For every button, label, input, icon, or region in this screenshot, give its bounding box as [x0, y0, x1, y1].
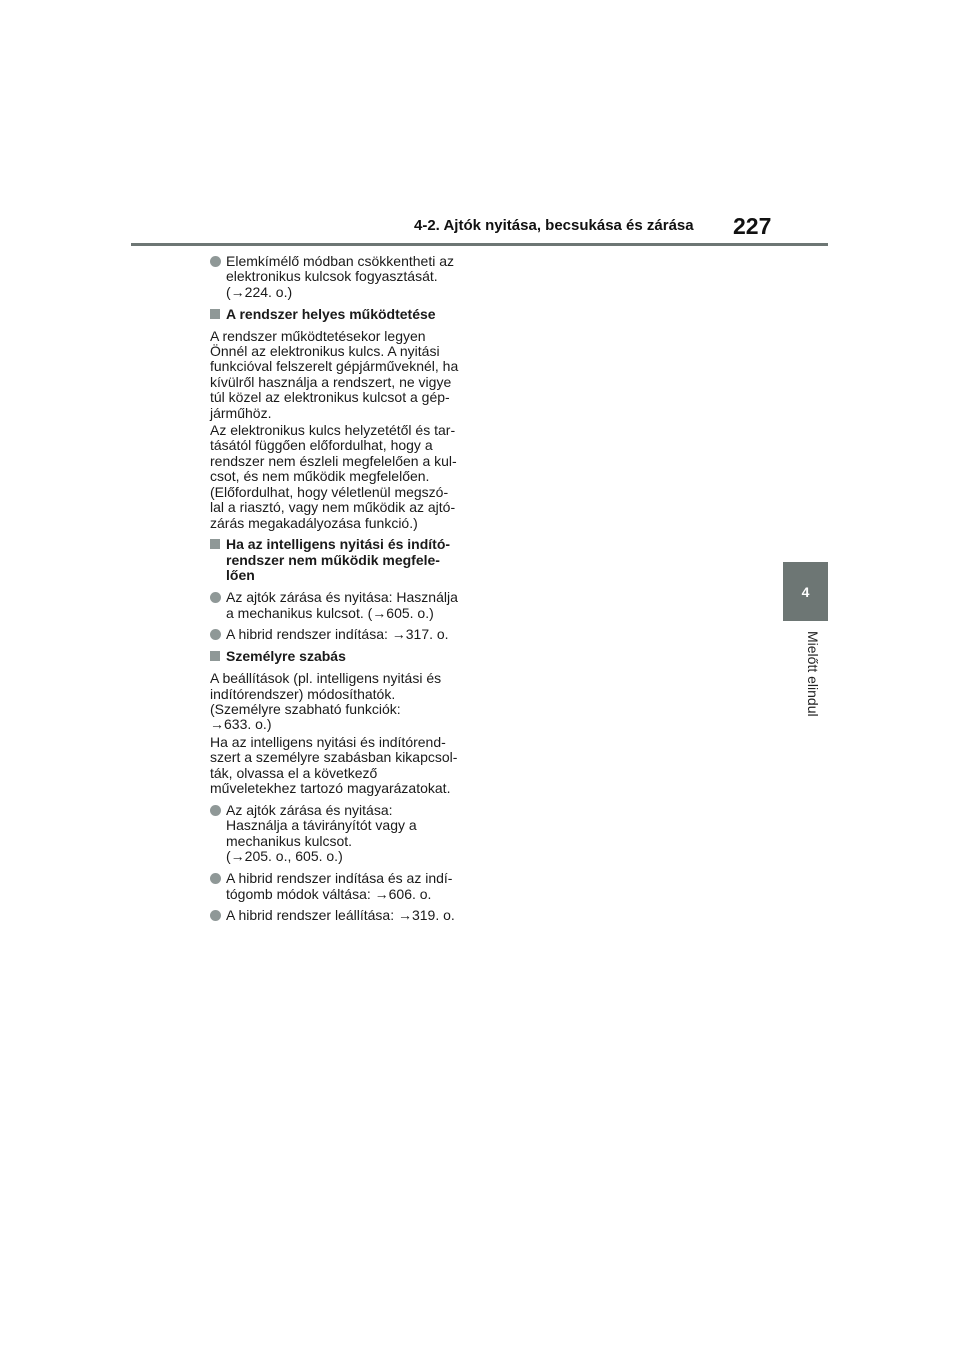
- bullet-circle-icon: [210, 592, 221, 603]
- bullet-item: [210, 590, 472, 621]
- header-divider: [131, 243, 828, 246]
- text-line: Az elektronikus kulcs helyzetétől és tar-: [210, 422, 456, 439]
- bullet-circle-icon: [210, 805, 221, 816]
- section-heading: [210, 307, 472, 322]
- text-line: Ha az intelligens nyitási és indítórend-: [210, 733, 446, 750]
- text-line: Személyre szabás: [226, 648, 346, 665]
- section-square-icon: [210, 309, 220, 319]
- text-line: (→224. o.): [226, 283, 293, 300]
- text-line: →633. o.): [210, 716, 272, 733]
- chapter-side-label: Mielőtt elindul: [805, 631, 821, 717]
- section-heading-text: [226, 537, 472, 583]
- section-square-icon: [210, 651, 220, 661]
- text-line: Önnél az elektronikus kulcs. A nyitási: [210, 343, 440, 360]
- text-line: A rendszer helyes működtetése: [226, 305, 436, 322]
- paragraph: [210, 329, 472, 421]
- text-line: rendszer nem észleli megfelelően a kul-: [210, 452, 457, 469]
- section-header-title: 4-2. Ajtók nyitása, becsukása és zárása: [414, 217, 694, 234]
- paragraph: [210, 735, 472, 797]
- text-line: funkcióval felszerelt gépjárműveknél, ha: [210, 358, 459, 375]
- text-line: lal a riasztó, vagy nem működik az ajtó-: [210, 499, 456, 516]
- text-line: A rendszer működtetésekor legyen: [210, 327, 426, 344]
- text-line: műveletekhez tartozó magyarázatokat.: [210, 780, 451, 797]
- page-number: 227: [733, 213, 772, 239]
- text-line: túl közel az elektronikus kulcsot a gép-: [210, 389, 450, 406]
- bullet-text: [226, 627, 472, 642]
- text-line: kívülről használja a rendszert, ne vigye: [210, 373, 452, 390]
- bullet-circle-icon: [210, 629, 221, 640]
- text-line: szert a személyre szabásban kikapcsol-: [210, 749, 458, 766]
- section-heading: [210, 649, 472, 664]
- bullet-item: [210, 908, 472, 923]
- section-heading-text: [226, 307, 472, 322]
- bullet-item: [210, 627, 472, 642]
- text-line: mechanikus kulcsot.: [226, 832, 353, 849]
- section-heading-text: [226, 649, 472, 664]
- text-line: zárás megakadályozása funkció.): [210, 514, 418, 531]
- text-line: Ha az intelligens nyitási és indító-: [226, 536, 451, 553]
- paragraph: [210, 423, 472, 531]
- chapter-number: 4: [801, 583, 810, 600]
- text-line: A hibrid rendszer leállítása: →319. o.: [226, 907, 455, 924]
- text-line: indítórendszer) módosíthatók.: [210, 685, 396, 702]
- text-line: A hibrid rendszer indítása és az indí-: [226, 870, 453, 887]
- bullet-circle-icon: [210, 873, 221, 884]
- paragraph: [210, 671, 472, 733]
- text-line: Használja a távirányítót vagy a: [226, 817, 417, 834]
- text-line: Az ajtók zárása és nyitása: Használja: [226, 589, 458, 606]
- text-line: tásától függően előfordulhat, hogy a: [210, 437, 433, 454]
- bullet-text: [226, 871, 472, 902]
- bullet-text: [226, 803, 472, 865]
- bullet-circle-icon: [210, 910, 221, 921]
- text-line: csot, és nem működik megfelelően.: [210, 468, 430, 485]
- bullet-text: [226, 590, 472, 621]
- text-line: A hibrid rendszer indítása: →317. o.: [226, 626, 449, 643]
- text-line: A beállítások (pl. intelligens nyitási és: [210, 670, 442, 687]
- bullet-text: [226, 908, 472, 923]
- text-line: ták, olvassa el a következő: [210, 764, 378, 781]
- text-line: (→205. o., 605. o.): [226, 848, 343, 865]
- section-square-icon: [210, 539, 220, 549]
- text-line: elektronikus kulcsok fogyasztását.: [226, 268, 438, 285]
- bullet-item: [210, 803, 472, 865]
- bullet-item: [210, 871, 472, 902]
- text-line: Az ajtók zárása és nyitása:: [226, 802, 393, 818]
- text-line: (Előfordulhat, hogy véletlenül megszó-: [210, 483, 449, 500]
- bullet-circle-icon: [210, 256, 221, 267]
- text-line: a mechanikus kulcsot. (→605. o.): [226, 604, 434, 621]
- text-line: Elemkímélő módban csökkentheti az: [226, 253, 454, 269]
- bullet-text: [226, 254, 472, 300]
- text-line: lően: [226, 567, 255, 584]
- text-line: járműhöz.: [210, 404, 272, 421]
- main-content: [210, 254, 472, 930]
- text-line: rendszer nem működik megfele-: [226, 551, 440, 568]
- section-heading: [210, 537, 472, 583]
- text-line: tógomb módok váltása: →606. o.: [226, 885, 432, 902]
- text-line: (Személyre szabható funkciók:: [210, 701, 401, 718]
- bullet-item: [210, 254, 472, 300]
- chapter-tab: [783, 562, 828, 621]
